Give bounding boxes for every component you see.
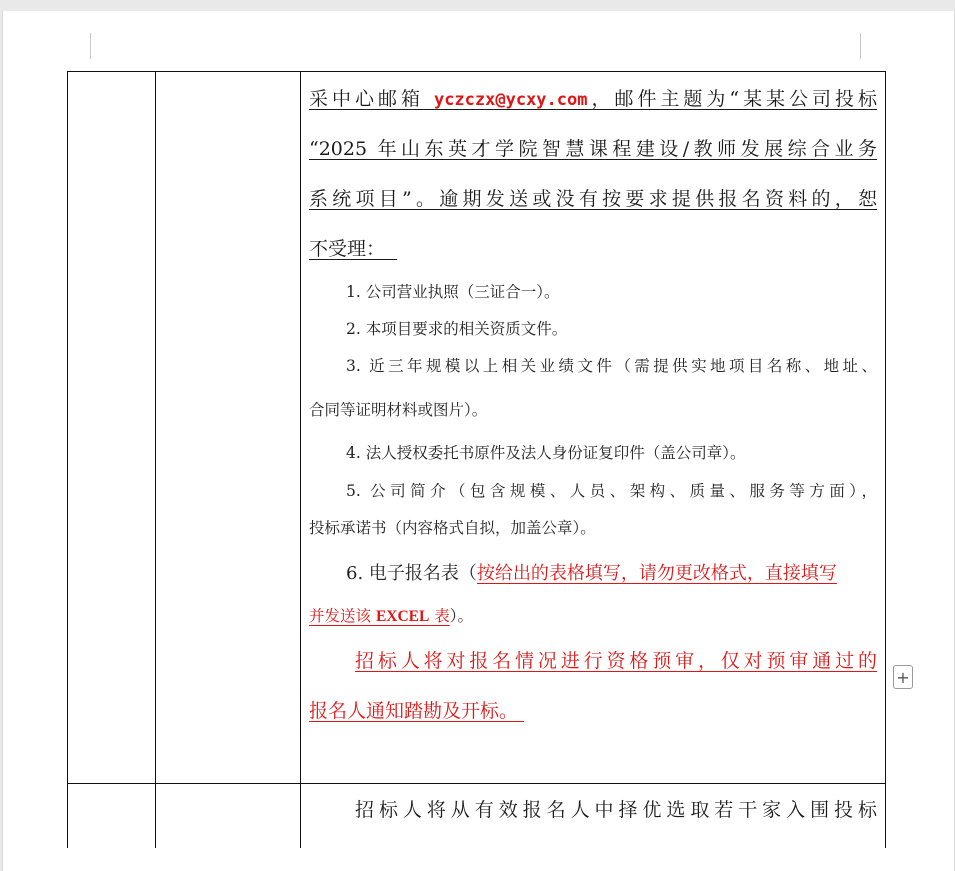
text-segment: 报名人通知踏勘及开标。: [309, 700, 519, 722]
red-instruction: [309, 607, 450, 625]
list-item-1: 1. 公司营业执照（三证合一）。: [346, 283, 560, 301]
table-col-border-4: [885, 71, 886, 848]
right-margin-mark: [860, 33, 861, 59]
left-margin-mark: [90, 33, 91, 59]
list-item-4: 4. 法人授权委托书原件及法人身份证复印件（盖公司章）。: [346, 444, 746, 462]
notice-line-1: 招标人将对报名情况进行资格预审，仅对预审通过的: [355, 650, 877, 672]
list-item-6b: [309, 603, 877, 630]
paragraph-line-3: 系统项目”。逾期发送或没有按要求提供报名资料的，恕: [309, 188, 877, 210]
plus-icon: +: [896, 667, 910, 687]
text-segment: 表: [429, 607, 450, 625]
text-segment: 采中心邮箱: [309, 88, 434, 110]
paragraph-line-4: [309, 229, 877, 269]
paragraph-line-2: “2025 年山东英才学院智慧课程建设/教师发展综合业务: [309, 138, 877, 160]
text-segment: ）。: [449, 607, 474, 625]
paragraph-line-1: [309, 79, 877, 119]
email-link[interactable]: yczczx@ycxy.com: [433, 90, 588, 110]
next-row-text: 招标人将从有效报名人中择优选取若干家入围投标: [355, 799, 877, 821]
list-item-3a: 3. 近三年规模以上相关业绩文件（需提供实地项目名称、地址、: [346, 357, 877, 375]
text-segment: ，邮件主题为“某某公司投标: [587, 88, 877, 110]
table-col-border-3: [300, 71, 301, 848]
text-segment: 不受理：: [309, 238, 386, 260]
red-instruction: 按给出的表格填写，请勿更改格式，直接填写: [476, 563, 837, 584]
list-item-3b: 合同等证明材料或图片）。: [309, 401, 488, 419]
table-cell-empty-2[interactable]: [156, 72, 300, 783]
text-segment: 并发送该: [309, 607, 376, 625]
excel-label: EXCEL: [375, 608, 430, 625]
table-cell-empty-1[interactable]: [68, 72, 155, 783]
text-segment: 6. 电子报名表（: [346, 563, 477, 584]
list-item-5b: 投标承诺书（内容格式自拟，加盖公章）。: [309, 519, 596, 537]
table-row-divider: [67, 783, 886, 784]
add-row-button[interactable]: [893, 665, 913, 689]
list-item-6a: [346, 559, 877, 589]
list-item-2: 2. 本项目要求的相关资质文件。: [346, 320, 568, 338]
list-item-5a: 5. 公司简介（包含规模、人员、架构、质量、服务等方面），: [346, 482, 877, 500]
notice-line-2: [309, 691, 877, 731]
